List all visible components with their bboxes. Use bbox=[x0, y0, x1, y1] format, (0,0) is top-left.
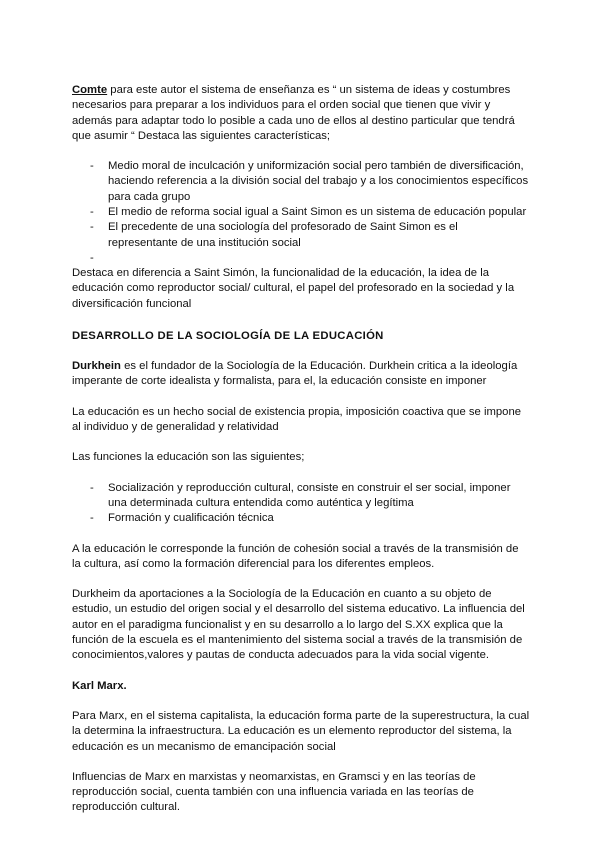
bullet-marker: - bbox=[90, 206, 94, 219]
marx-paragraph: Para Marx, en el sistema capitalista, la educación forma parte de la superestructura, la cual la determina la infraestructura. La educación es un elemento reproductor del sistema, la educación es un mecanismo de emancipación social bbox=[72, 709, 530, 753]
list-item-text: El medio de reforma social igual a Saint Simon es un sistema de educación popular bbox=[108, 206, 527, 219]
comte-text: para este autor el sistema de enseñanza es “ un sistema de ideas y costumbres necesarios para preparar a los individuos para el orden social que tienen que vivir y además para adaptar todo lo posible a cada uno de ellos al destino particular que tendrá que asumir “ Destaca las siguientes características; bbox=[72, 84, 515, 142]
durkheim-cohesion: A la educación le corresponde la función de cohesión social a través de la transmisión de la cultura, así como la formación diferencial para los diferentes empleos. bbox=[72, 542, 519, 570]
list-item-text: Formación y cualificación técnica bbox=[108, 512, 274, 525]
document-body bbox=[72, 83, 530, 816]
section-heading: DESARROLLO DE LA SOCIOLOGÍA DE LA EDUCACIÓN bbox=[72, 329, 384, 342]
marx-heading: Karl Marx. bbox=[72, 679, 127, 692]
comte-paragraph bbox=[72, 83, 530, 144]
durkheim-contributions: Durkheim da aportaciones a la Sociología de la Educación en cuanto a su objeto de estudio, un estudio del origen social y el desarrollo del sistema educativo. La influencia del autor en el paradigma funcionalist y en su desarrollo a lo largo del S.XX explica que la función de la escuela es el mantenimiento del sistema social a través de la transmisión de conocimientos,valores y pautas de conducta adecuados para la vida social vigente. bbox=[72, 588, 525, 662]
comte-name: Comte bbox=[72, 84, 108, 96]
functions-list bbox=[72, 481, 530, 527]
durkheim-fact: La educación es un hecho social de existencia propia, imposición coactiva que se impone al individuo y de generalidad y relatividad bbox=[72, 405, 522, 434]
list-item-text: Medio moral de inculcación y uniformización social pero también de diversificación, haciendo referencia a la división social del trabajo y a los conocimientos específicos para cada grupo bbox=[108, 160, 529, 203]
list-item bbox=[72, 205, 530, 220]
marx-influences: Influencias de Marx en marxistas y neomarxistas, en Gramsci y en las teorías de reproducción social, cuenta también con una influencia variada en las teorías de reproducción cultural. bbox=[72, 770, 476, 814]
list-item bbox=[72, 159, 530, 205]
bullet-marker: - bbox=[90, 160, 94, 173]
durkheim-intro: es el fundador de la Sociología de la Educación. Durkhein critica a la ideología imperante de corte idealista y formalista, para el, la educación consiste en imponer bbox=[72, 360, 518, 388]
bullet-marker: - bbox=[90, 481, 94, 494]
list-item bbox=[72, 220, 530, 251]
bullet-marker: - bbox=[90, 221, 94, 234]
durkheim-paragraph bbox=[72, 359, 530, 390]
bullet-marker: - bbox=[90, 512, 94, 525]
list-item-text: El precedente de una sociología del profesorado de Saint Simon es el representante de una institución social bbox=[108, 221, 458, 249]
list-item bbox=[72, 481, 530, 512]
comte-conclusion: Destaca en diferencia a Saint Simón, la funcionalidad de la educación, la idea de la educación como reproductor social/ cultural, el papel del profesorado en la sociedad y la diversificación funcional bbox=[72, 266, 515, 310]
durkheim-name: Durkhein bbox=[72, 360, 121, 373]
list-item-text: Socialización y reproducción cultural, consiste en construir el ser social, imponer una determinada cultura entendida como auténtica y legítima bbox=[108, 481, 511, 509]
functions-intro: Las funciones la educación son las siguientes; bbox=[72, 451, 305, 464]
empty-list-item bbox=[72, 251, 530, 266]
comte-characteristics-list bbox=[72, 159, 530, 266]
bullet-marker: - bbox=[90, 251, 94, 264]
list-item bbox=[72, 511, 530, 526]
